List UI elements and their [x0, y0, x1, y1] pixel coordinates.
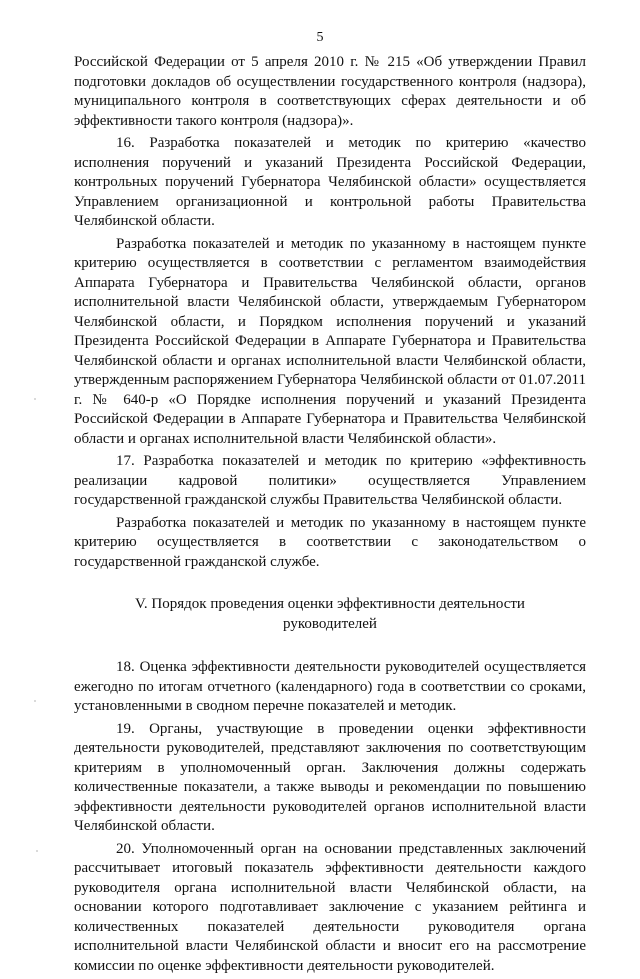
- scan-speck: [36, 850, 38, 852]
- scan-speck: [34, 398, 36, 400]
- paragraphs-after-heading: [74, 658, 586, 976]
- paragraph: Российской Федерации от 5 апреля 2010 г. № 215 «Об утверждении Правил подготовки докладов об осуществлении государственного контроля (надзора), муниципального контроля в соответствующих сферах деятельности и об эффективности такого контроля (надзора)».: [74, 54, 586, 129]
- section-heading-line: руководителей: [283, 615, 377, 632]
- paragraph: 19. Органы, участвующие в проведении оценки эффективности деятельности руководителей, представляют заключения по соответствующим критериям в уполномоченный орган. Заключения должны содержать количественные показатели, а также выводы и рекомендации по повышению эффективности деятельности руководителей органов исполнительной власти Челябинской области.: [74, 720, 586, 834]
- paragraph: 16. Разработка показателей и методик по критерию «качество исполнения поручений и указаний Президента Российской Федерации, контрольных поручений Губернатора Челябинской области» осуществляется Управлением организационной и контрольной работы Правительства Челябинской области.: [74, 135, 586, 229]
- paragraph: Разработка показателей и методик по указанному в настоящем пункте критерию осуществляется в соответствии с регламентом взаимодействия Аппарата Губернатора и Правительства Челябинской области, органов исполнительной власти Челябинской области, утверждаемым Губернатором Челябинской области, и Порядком исполнения поручений и указаний Президента Российской Федерации в Аппарате Губернатора и Правительства Челябинской области и органах исполнительной власти Челябинской области, утвержденным распоряжением Губернатора Челябинской области от 01.07.2011 г. № 640-р «О Порядке исполнения поручений и указаний Президента Российской Федерации в Аппарате Губернатора и Правительства Челябинской области и органах исполнительной власти Челябинской области».: [74, 235, 586, 447]
- paragraph: 17. Разработка показателей и методик по критерию «эффективность реализации кадровой политики» осуществляется Управлением государственной гражданской службы Правительства Челябинской области.: [74, 453, 586, 508]
- paragraphs-before-heading: [74, 53, 586, 572]
- paragraph: Разработка показателей и методик по указанному в настоящем пункте критерию осуществляется в соответствии с законодательством о государственной гражданской службе.: [74, 514, 586, 570]
- section-heading: [74, 595, 586, 634]
- section-heading-line: V. Порядок проведения оценки эффективности деятельности: [135, 596, 525, 612]
- paragraph: 18. Оценка эффективности деятельности руководителей осуществляется ежегодно по итогам отчетного (календарного) года в соответствии со сроками, установленными в сводном перечне показателей и методик.: [74, 659, 586, 714]
- page-number: 5: [316, 30, 324, 45]
- scan-speck: [34, 700, 36, 702]
- paragraph: 20. Уполномоченный орган на основании представленных заключений рассчитывает итоговый показатель эффективности деятельности каждого руководителя органа исполнительной власти Челябинской области, на основании которого подготавливает заключение с указанием рейтинга и количественных показателей деятельности руководителя органа исполнительной власти Челябинской области и вносит его на рассмотрение комиссии по оценке эффективности деятельности руководителей.: [74, 840, 586, 974]
- document-body: [74, 53, 586, 979]
